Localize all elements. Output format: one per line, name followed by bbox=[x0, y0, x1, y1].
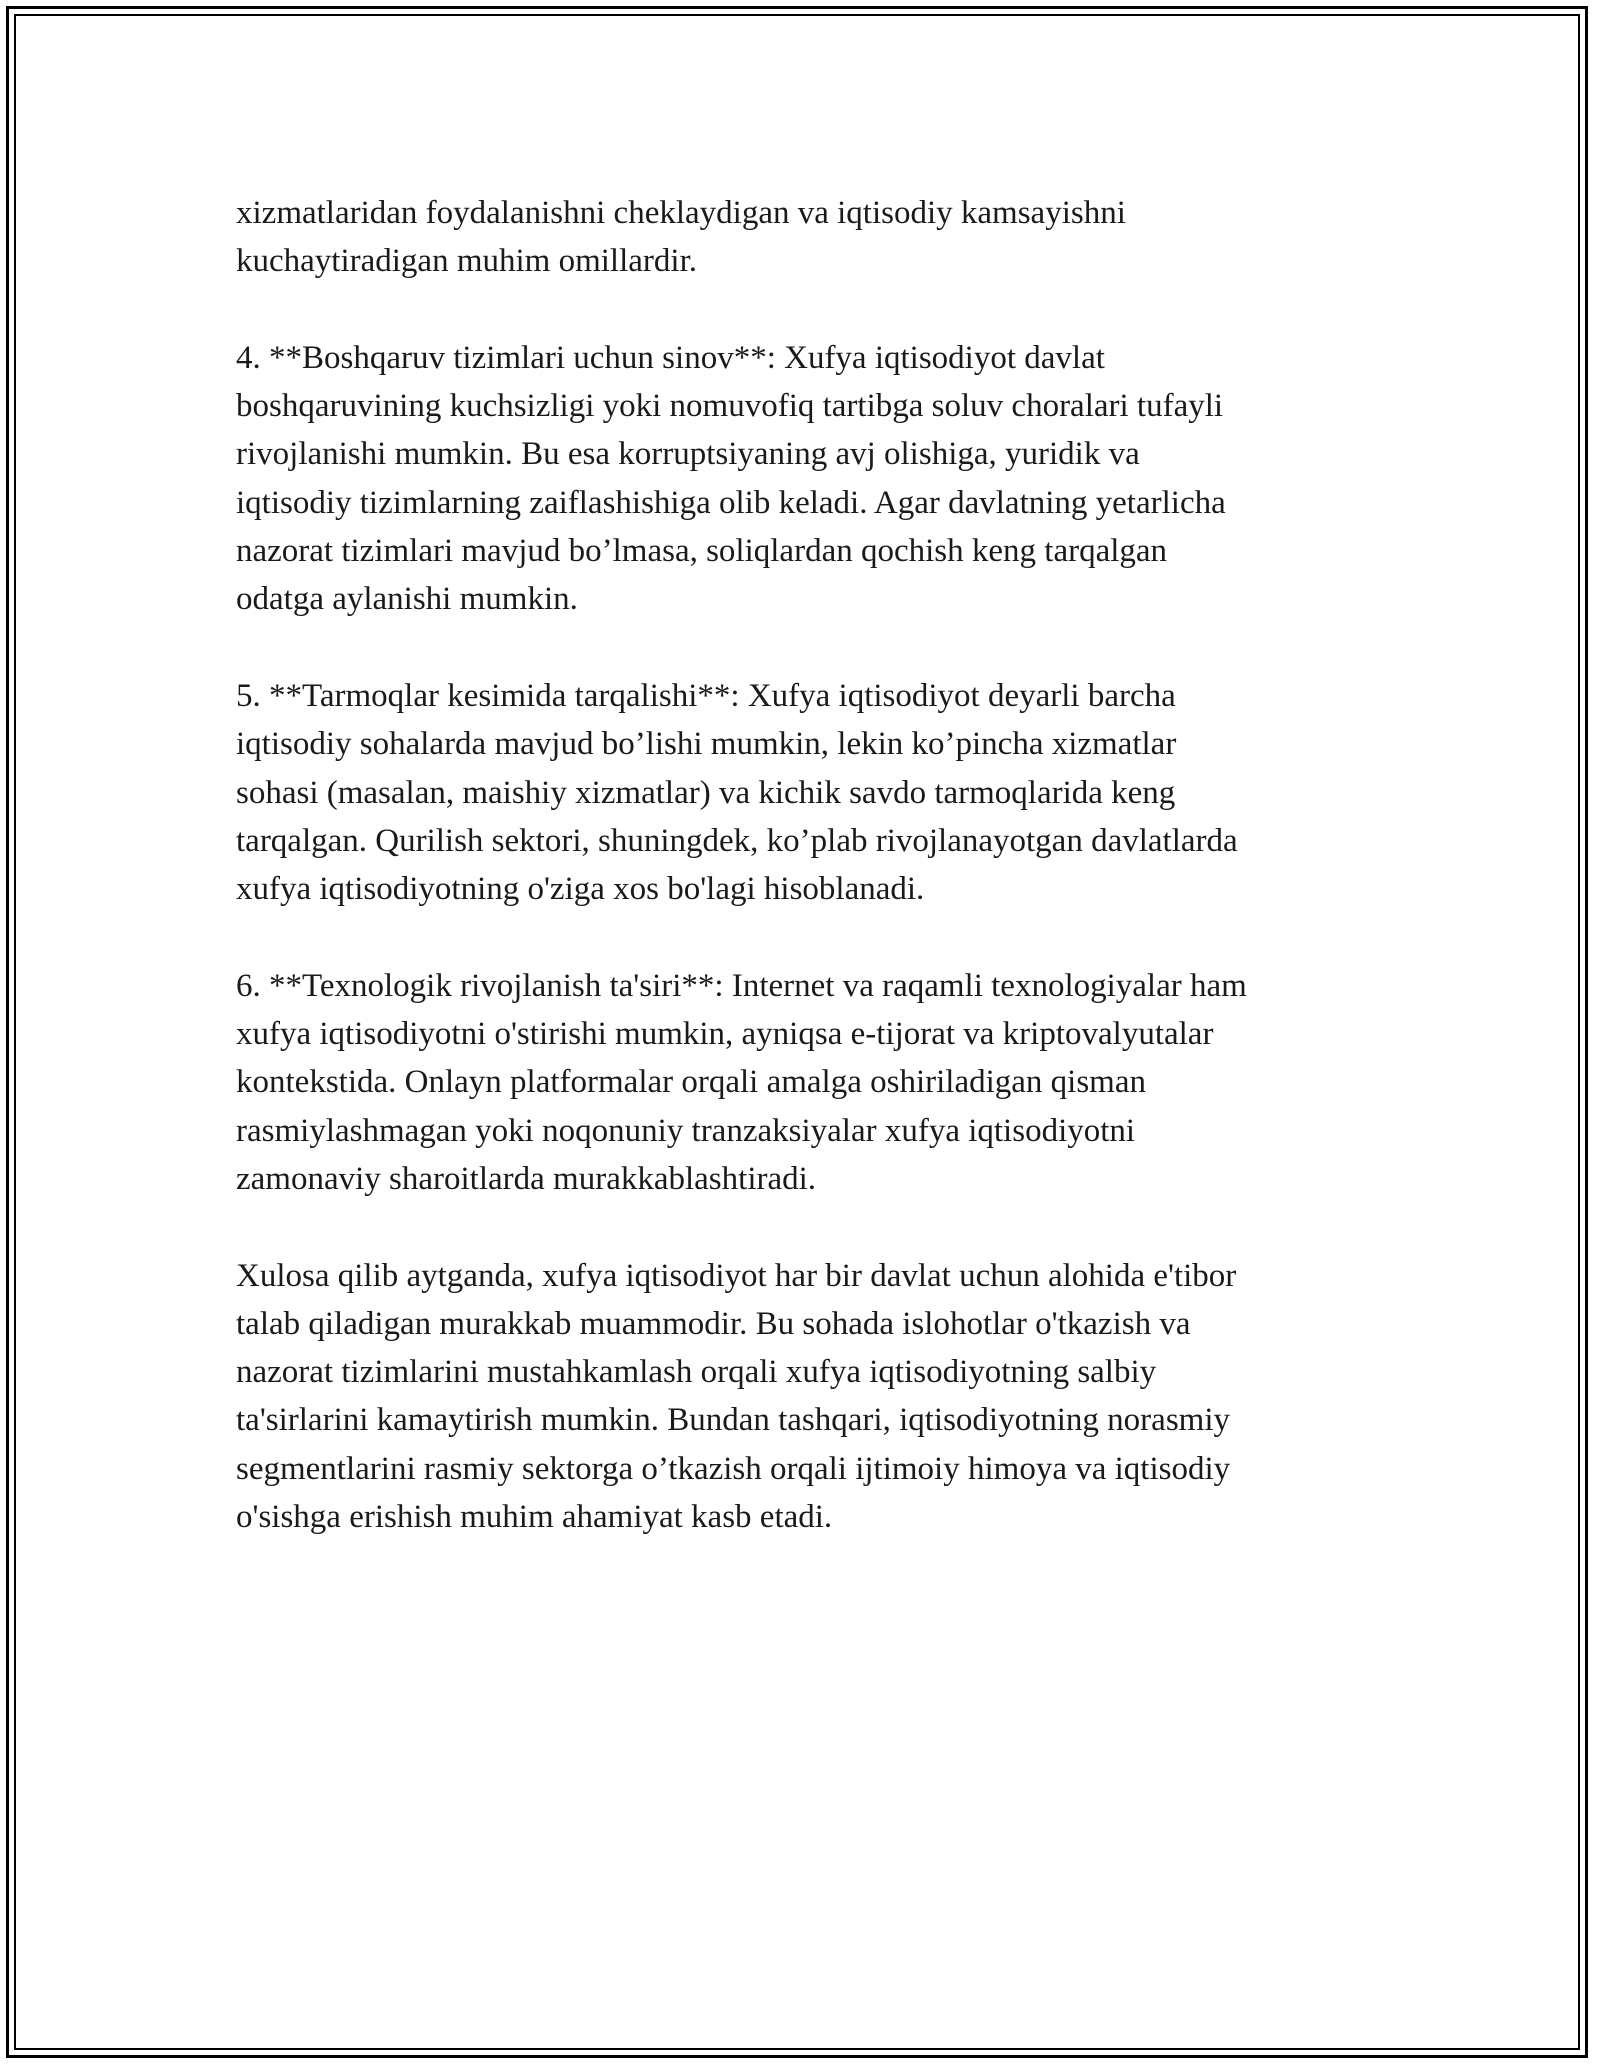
document-body bbox=[236, 189, 1376, 1590]
paragraph-conclusion: Xulosa qilib aytganda, xufya iqtisodiyot har bir davlat uchun alohida e'tibor talab qiladigan murakkab muammodir. Bu sohada islohotlar o'tkazish va nazorat tizimlarini mustahkamlash orqali xufya iqtisodiyotning salbiy ta'sirlarini kamaytirish mumkin. Bundan tashqari, iqtisodiyotning norasmiy segmentlarini rasmiy sektorga o’tkazish orqali ijtimoiy himoya va iqtisodiy o'sishga erishish muhim ahamiyat kasb etadi. bbox=[236, 1257, 1237, 1536]
paragraph-item-6: 6. **Texnologik rivojlanish ta'siri**: Internet va raqamli texnologiyalar ham xufya iqtisodiyotni o'stirishi mumkin, ayniqsa e-tijorat va kriptovalyutalar kontekstida. Onlayn platformalar orqali amalga oshiriladigan qisman rasmiylashmagan yoki noqonuniy tranzaksiyalar xufya iqtisodiyotni zamonaviy sharoitlarda murakkablashtiradi. bbox=[236, 967, 1247, 1197]
paragraph-continuation: xizmatlaridan foydalanishni cheklaydigan va iqtisodiy kamsayishni kuchaytiradigan muhim omillardir. bbox=[236, 195, 1126, 280]
paragraph-item-5: 5. **Tarmoqlar kesimida tarqalishi**: Xufya iqtisodiyot deyarli barcha iqtisodiy sohalarda mavjud bo’lishi mumkin, lekin ko’pincha xizmatlar sohasi (masalan, maishiy xizmatlar) va kichik savdo tarmoqlarida keng tarqalgan. Qurilish sektori, shuningdek, ko’plab rivojlanayotgan davlatlarda xufya iqtisodiyotning o'ziga xos bo'lagi hisoblanadi. bbox=[236, 677, 1238, 908]
paragraph-item-4: 4. **Boshqaruv tizimlari uchun sinov**: Xufya iqtisodiyot davlat boshqaruvining kuchsizligi yoki nomuvofiq tartibga soluv choralari tufayli rivojlanishi mumkin. Bu esa korruptsiyaning avj olishiga, yuridik va iqtisodiy tizimlarning zaiflashishiga olib keladi. Agar davlatning yetarlicha nazorat tizimlari mavjud bo’lmasa, soliqlardan qochish keng tarqalgan odatga aylanishi mumkin. bbox=[236, 339, 1226, 618]
